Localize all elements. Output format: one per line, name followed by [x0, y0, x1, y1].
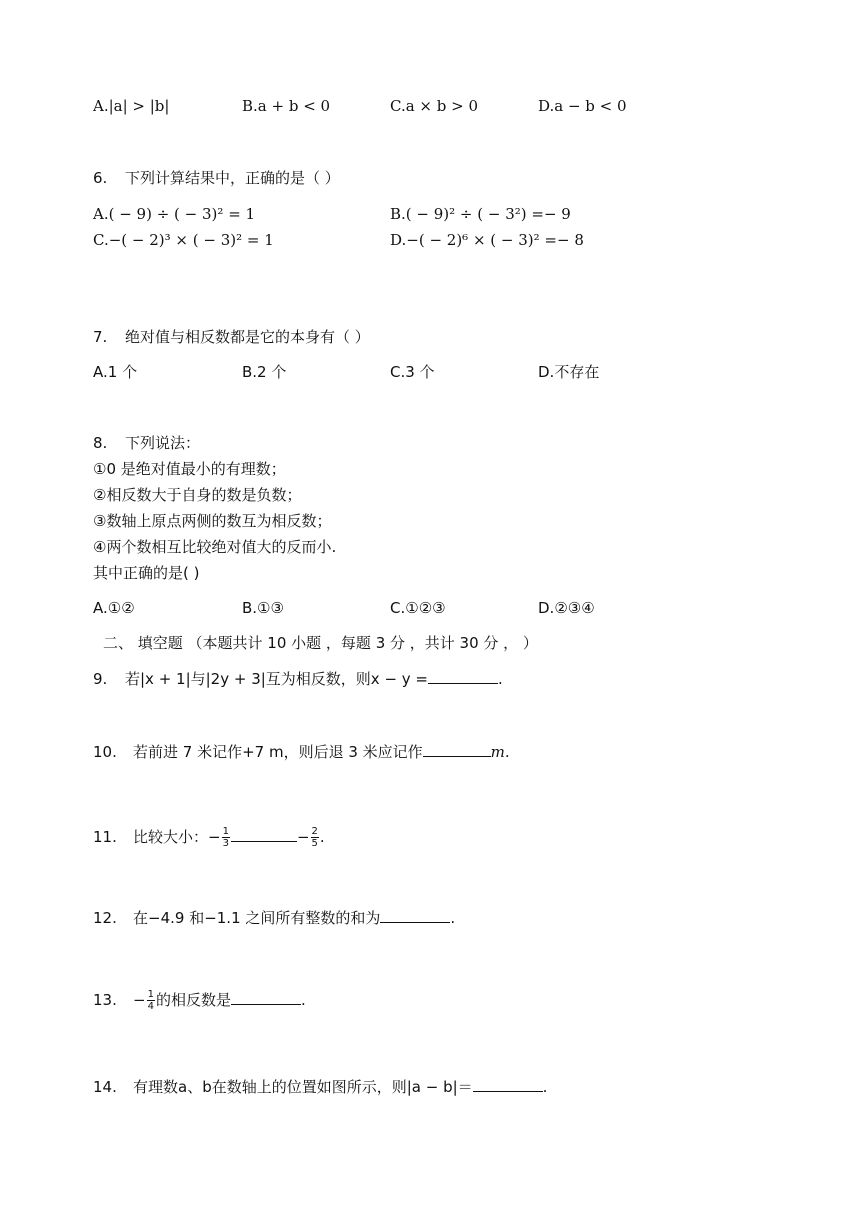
q11-f1-denominator: 3: [222, 838, 229, 849]
q12-end: .: [450, 909, 456, 927]
q13-answer-blank[interactable]: [231, 984, 301, 1005]
q13-end: .: [300, 991, 306, 1009]
q11-answer-blank[interactable]: [231, 821, 297, 842]
q7-text: 绝对值与相反数都是它的本身有（ ）: [125, 328, 370, 346]
q8-option-d: D.②③④: [538, 599, 595, 617]
q8-number: 8.: [93, 434, 108, 452]
q5-option-c: C.a × b > 0: [390, 97, 479, 115]
q10-answer-blank[interactable]: [423, 742, 491, 757]
q13-numerator: 1: [147, 989, 154, 1000]
q11-f2-denominator: 5: [311, 838, 318, 849]
q8-statement-4: ④两个数相互比较绝对值大的反而小.: [93, 538, 337, 556]
q11: [93, 820, 325, 854]
q7-option-a: A.1 个: [93, 363, 138, 381]
q8-option-b: B.①③: [242, 599, 284, 617]
q14-number: 14.: [93, 1078, 117, 1096]
q8-option-c: C.①②③: [390, 599, 446, 617]
q5-option-a: A.|a| > |b|: [93, 97, 170, 115]
q8-option-a: A.①②: [93, 599, 135, 617]
q11-end: .: [319, 828, 325, 846]
q13-text: 的相反数是: [155, 991, 231, 1009]
q6-option-d: D.−( − 2)⁶ × ( − 3)² =− 8: [390, 231, 584, 249]
q9-text: 若|x + 1|与|2y + 3|互为相反数，则x − y =: [125, 670, 429, 688]
q5-option-d: D.a − b < 0: [538, 97, 627, 115]
q11-f2-numerator: 2: [311, 826, 318, 837]
q13-fraction: [147, 989, 155, 1012]
q10-number: 10.: [93, 743, 117, 761]
q9-end: .: [498, 670, 503, 688]
q8-statement-1: ①0 是绝对值最小的有理数；: [93, 460, 286, 478]
q6-option-b: B.( − 9)² ÷ ( − 3²) =− 9: [390, 205, 571, 223]
q6-number: 6.: [93, 169, 108, 187]
q9: [93, 669, 503, 689]
q7-number: 7.: [93, 328, 108, 346]
q8-stem: [93, 433, 200, 453]
q14-text: 有理数a、b在数轴上的位置如图所示，则|a − b|＝: [133, 1078, 473, 1096]
q12-number: 12.: [93, 909, 117, 927]
q9-number: 9.: [93, 670, 108, 688]
q14: [93, 1077, 547, 1097]
q10-end: m.: [490, 743, 510, 761]
q8-statement-2: ②相反数大于自身的数是负数；: [93, 486, 302, 504]
q8-statement-3: ③数轴上原点两侧的数互为相反数；: [93, 512, 332, 530]
q7-option-b: B.2 个: [242, 363, 287, 381]
q8-text: 下列说法：: [125, 434, 201, 452]
q12: [93, 908, 455, 928]
q11-text: 比较大小：−: [133, 828, 221, 846]
q11-f1-numerator: 1: [222, 826, 229, 837]
q13-number: 13.: [93, 991, 117, 1009]
q10-text: 若前进 7 米记作+7 m，则后退 3 米应记作: [133, 743, 423, 761]
q7-option-d: D.不存在: [538, 363, 600, 381]
q7-stem: [93, 327, 370, 347]
q6-option-c: C.−( − 2)³ × ( − 3)² = 1: [93, 231, 274, 249]
q11-fraction-2: [311, 826, 319, 849]
q13-minus: −: [133, 991, 146, 1009]
q13-denominator: 4: [147, 1001, 154, 1012]
q14-answer-blank[interactable]: [473, 1077, 543, 1092]
q12-answer-blank[interactable]: [380, 908, 450, 923]
q13: [93, 983, 306, 1017]
q11-number: 11.: [93, 828, 117, 846]
q5-option-b: B.a + b < 0: [242, 97, 331, 115]
q11-minus: −: [296, 828, 310, 846]
q6-option-a: A.( − 9) ÷ ( − 3)² = 1: [93, 205, 256, 223]
q9-answer-blank[interactable]: [428, 669, 498, 684]
q11-fraction-1: [222, 826, 230, 849]
q6-text: 下列计算结果中，正确的是（ ）: [125, 169, 340, 187]
q6-stem: [93, 168, 340, 188]
q14-end: .: [542, 1078, 548, 1096]
q7-option-c: C.3 个: [390, 363, 435, 381]
section-2-heading: 二、 填空题 （本题共计 10 小题 ，每题 3 分 ，共计 30 分 ， ）: [103, 634, 538, 652]
q10: [93, 742, 510, 762]
q12-text: 在−4.9 和−1.1 之间所有整数的和为: [133, 909, 381, 927]
q8-ask: 其中正确的是( ): [93, 564, 200, 582]
